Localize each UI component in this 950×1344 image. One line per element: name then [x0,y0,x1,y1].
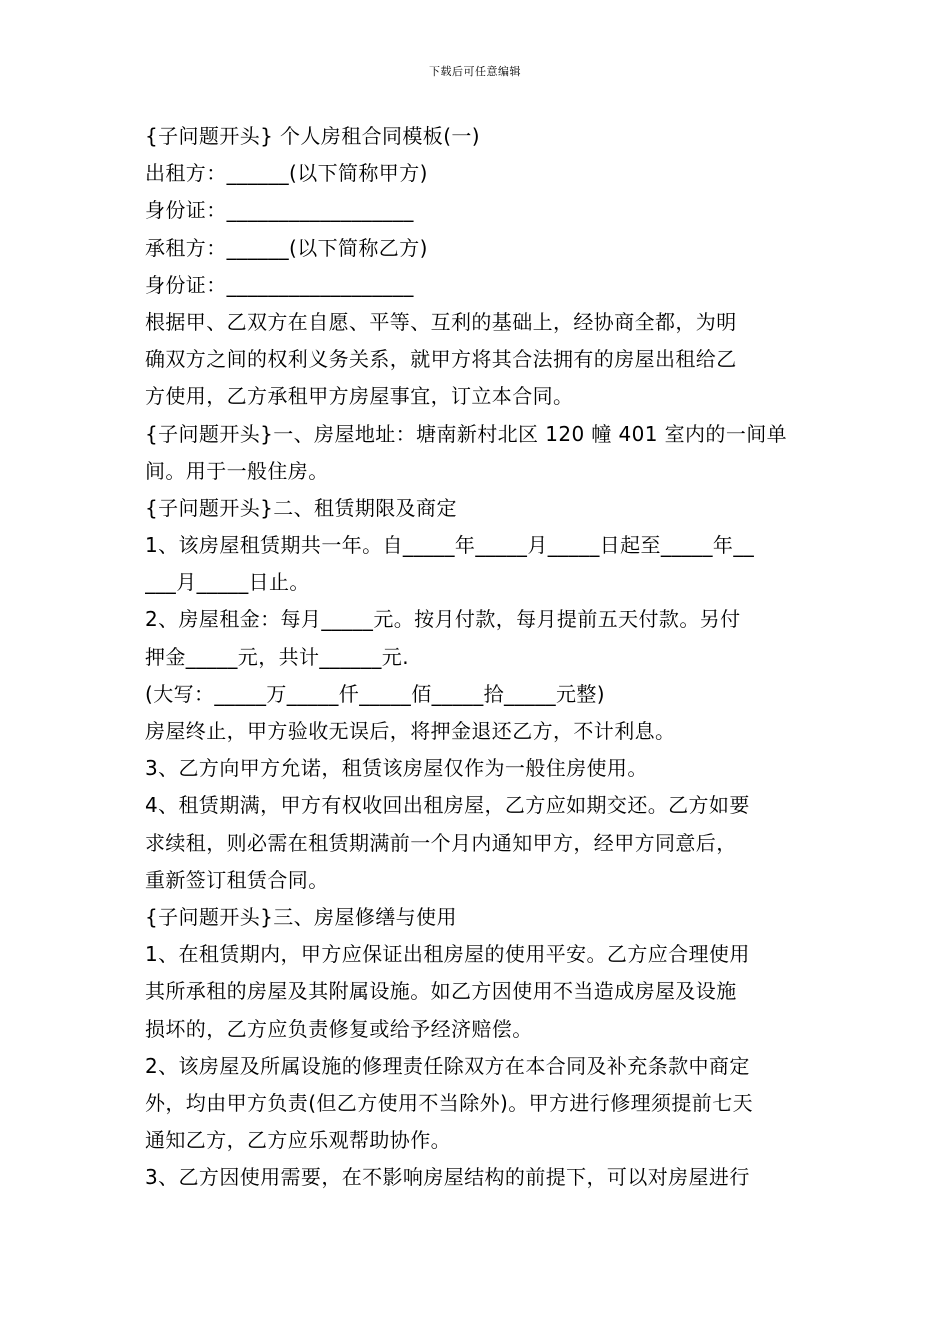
section-3-heading: {子问题开头}三、房屋修缮与使用 [145,904,457,929]
preamble-line-3: 方使用，乙方承租甲方房屋事宜，订立本合同。 [145,384,574,409]
clause-3-1-line-1: 1、在租赁期内，甲方应保证出租房屋的使用平安。乙方应合理使用 [145,942,750,967]
clause-2-3: 3、乙方向甲方允诺，租赁该房屋仅作为一般住房使用。 [145,756,648,781]
deposit-return-line: 房屋终止，甲方验收无误后，将押金退还乙方，不计利息。 [145,719,676,743]
clause-2-2-amount-words: (大写：_____万_____仟_____佰_____拾_____元整) [145,681,606,706]
clause-2-1-line-2: ___月_____日止。 [145,570,310,595]
page-header: 下载后可任意编辑 [429,65,521,78]
preamble-line-2: 确双方之间的权利义务关系，就甲方将其合法拥有的房屋出租给乙 [145,347,737,372]
section-1-line-2: 间。用于一般住房。 [145,458,329,483]
section-2-heading: {子问题开头}二、租赁期限及商定 [145,495,457,520]
preamble-line-1: 根据甲、乙双方在自愿、平等、互利的基础上，经协商全都，为明 [145,309,737,334]
document-body [145,118,809,1196]
clause-2-4-line-2: 求续租，则必需在租赁期满前一个月内通知甲方，经甲方同意后， [145,830,737,855]
lessor-id-line: 身份证：__________________ [145,198,414,223]
clause-3-2-line-3: 通知乙方，乙方应乐观帮助协作。 [145,1128,451,1153]
clause-2-4-line-1: 4、租赁期满，甲方有权收回出租房屋，乙方应如期交还。乙方如要 [145,793,750,818]
clause-3-1-line-3: 损坏的，乙方应负责修复或给予经济赔偿。 [145,1016,533,1041]
clause-2-2-line-1: 2、房屋租金：每月_____元。按月付款，每月提前五天付款。另付 [145,607,741,632]
lessee-id-line: 身份证：__________________ [145,272,414,297]
clause-2-4-line-3: 重新签订租赁合同。 [145,867,329,892]
contract-title: {子问题开头} 个人房租合同模板(一) [145,124,481,148]
clause-2-2-line-2: 押金_____元，共计______元. [145,644,409,669]
lessor-line: 出租方：______(以下简称甲方) [145,161,428,186]
clause-3-2-line-1: 2、该房屋及所属设施的修理责任除双方在本合同及补充条款中商定 [145,1053,750,1078]
clause-2-1-line-1: 1、该房屋租赁期共一年。自_____年_____月_____日起至_____年__ [145,533,755,558]
clause-3-2-line-2: 外，均由甲方负责(但乙方使用不当除外)。甲方进行修理须提前七天 [145,1090,754,1115]
clause-3-1-line-2: 其所承租的房屋及其附属设施。如乙方因使用不当造成房屋及设施 [145,979,737,1004]
section-1-heading: {子问题开头}一、房屋地址：塘南新村北区 120 幢 401 室内的一间单 [145,421,788,446]
clause-3-3-line-1: 3、乙方因使用需要，在不影响房屋结构的前提下，可以对房屋进行 [145,1165,750,1190]
lessee-line: 承租方：______(以下简称乙方) [145,235,428,260]
